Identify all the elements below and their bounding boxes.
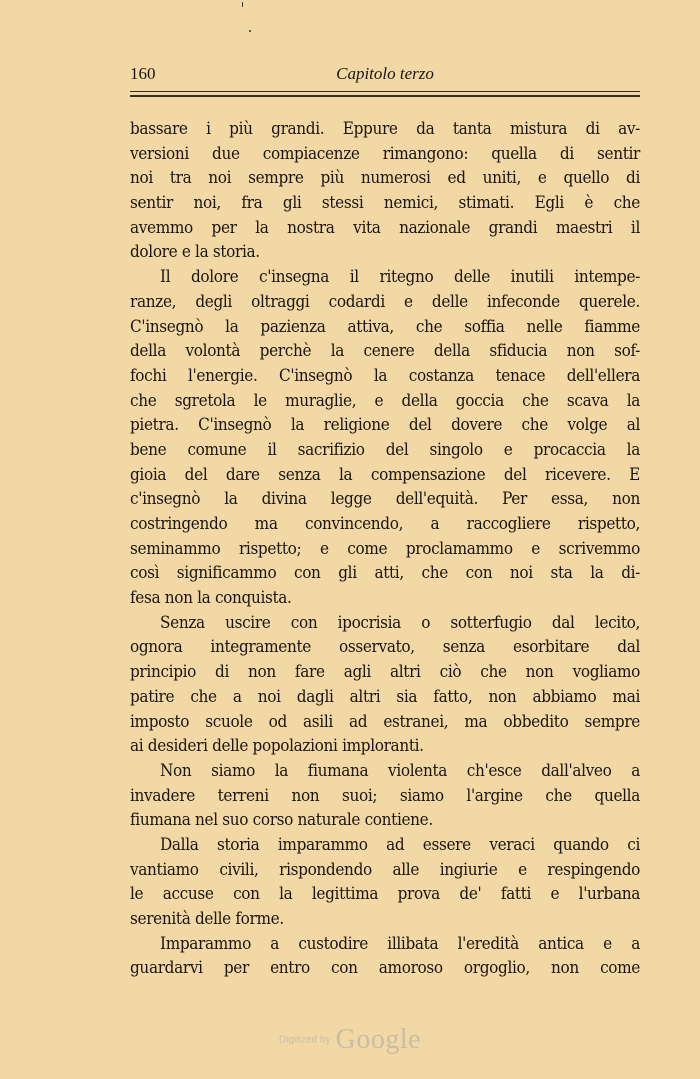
text-line: noi tra noi sempre più numerosi ed uniti, e quello di: [130, 168, 640, 189]
header-rule-thin: [130, 91, 640, 92]
text-line: principio di non fare agli altri ciò che non vogliamo: [130, 662, 640, 683]
text-line: guardarvi per entro con amoroso orgoglio, non come: [130, 958, 640, 979]
text-line: così significammo con gli atti, che con noi sta la di-: [130, 563, 640, 584]
body-text: [130, 117, 640, 981]
text-line: Senza uscire con ipocrisia o sotterfugio dal lecito,: [160, 612, 640, 633]
text-line: serenità delle forme.: [130, 909, 284, 929]
text-line: pietra. C'insegnò la religione del dovere che volge al: [130, 415, 640, 436]
text-line: avemmo per la nostra vita nazionale grandi maestri il: [130, 217, 640, 238]
page-number: 160: [130, 64, 156, 83]
text-line: costringendo ma convincendo, a raccogliere rispetto,: [130, 514, 640, 534]
text-line: ai desideri delle popolazioni imploranti.: [130, 736, 424, 757]
text-line: fochi l'energie. C'insegnò la costanza tenace dell'ellera: [130, 365, 640, 386]
text-line: imposto scuole od asili ad estranei, ma obbedito sempre: [130, 711, 640, 732]
text-line: della volontà perchè la cenere della sfiducia non sof-: [130, 341, 640, 362]
text-line: che sgretola le muraglie, e della goccia che scava la: [130, 390, 640, 411]
text-line: seminammo rispetto; e come proclamammo e scrivemmo: [130, 538, 640, 559]
digitized-by-label: Digitized by: [278, 1034, 331, 1046]
text-line: dolore e la storia.: [130, 242, 260, 263]
text-line: ranze, degli oltraggi codardi e delle infeconde querele.: [130, 291, 640, 312]
text-line: bassare i più grandi. Eppure da tanta mistura di av-: [130, 119, 640, 139]
chapter-title: Capitolo terzo: [336, 64, 434, 83]
text-line: invadere terreni non suoi; siamo l'argine che quella: [130, 785, 640, 806]
text-line: ognora integramente osservato, senza esorbitare dal: [130, 637, 640, 658]
text-line: sentir noi, fra gli stessi nemici, stimati. Egli è che: [130, 193, 640, 214]
header-rule-thick: [130, 95, 640, 97]
text-line: le accuse con la legittima prova de' fatti e l'urbana: [130, 884, 640, 905]
google-logo: Google: [335, 1024, 422, 1055]
scan-speck: [249, 30, 251, 32]
text-line: c'insegnò la divina legge dell'equità. Per essa, non: [130, 489, 640, 510]
text-line: versioni due compiacenze rimangono: quella di sentir: [130, 143, 640, 164]
text-line: bene comune il sacrifizio del singolo e procaccia la: [130, 439, 640, 460]
text-line: Non siamo la fiumana violenta ch'esce dall'alveo a: [160, 760, 640, 781]
text-line: Imparammo a custodire illibata l'eredità antica e a: [160, 933, 640, 954]
page-header: [130, 64, 640, 86]
text-line: Dalla storia imparammo ad essere veraci quando ci: [160, 834, 640, 855]
text-line: C'insegnò la pazienza attiva, che soffia nelle fiamme: [130, 316, 640, 337]
text-line: fesa non la conquista.: [130, 588, 292, 609]
digitization-footer: [0, 1024, 700, 1056]
scan-speck: [242, 2, 243, 7]
text-line: fiumana nel suo corso naturale contiene.: [130, 810, 433, 831]
text-line: vantiamo civili, rispondendo alle ingiurie e respingendo: [130, 859, 640, 880]
text-line: Il dolore c'insegna il ritegno delle inutili intempe-: [160, 267, 640, 288]
text-line: patire che a noi dagli altri sia fatto, non abbiamo mai: [130, 686, 640, 707]
text-line: gioia del dare senza la compensazione del ricevere. E: [130, 464, 640, 485]
